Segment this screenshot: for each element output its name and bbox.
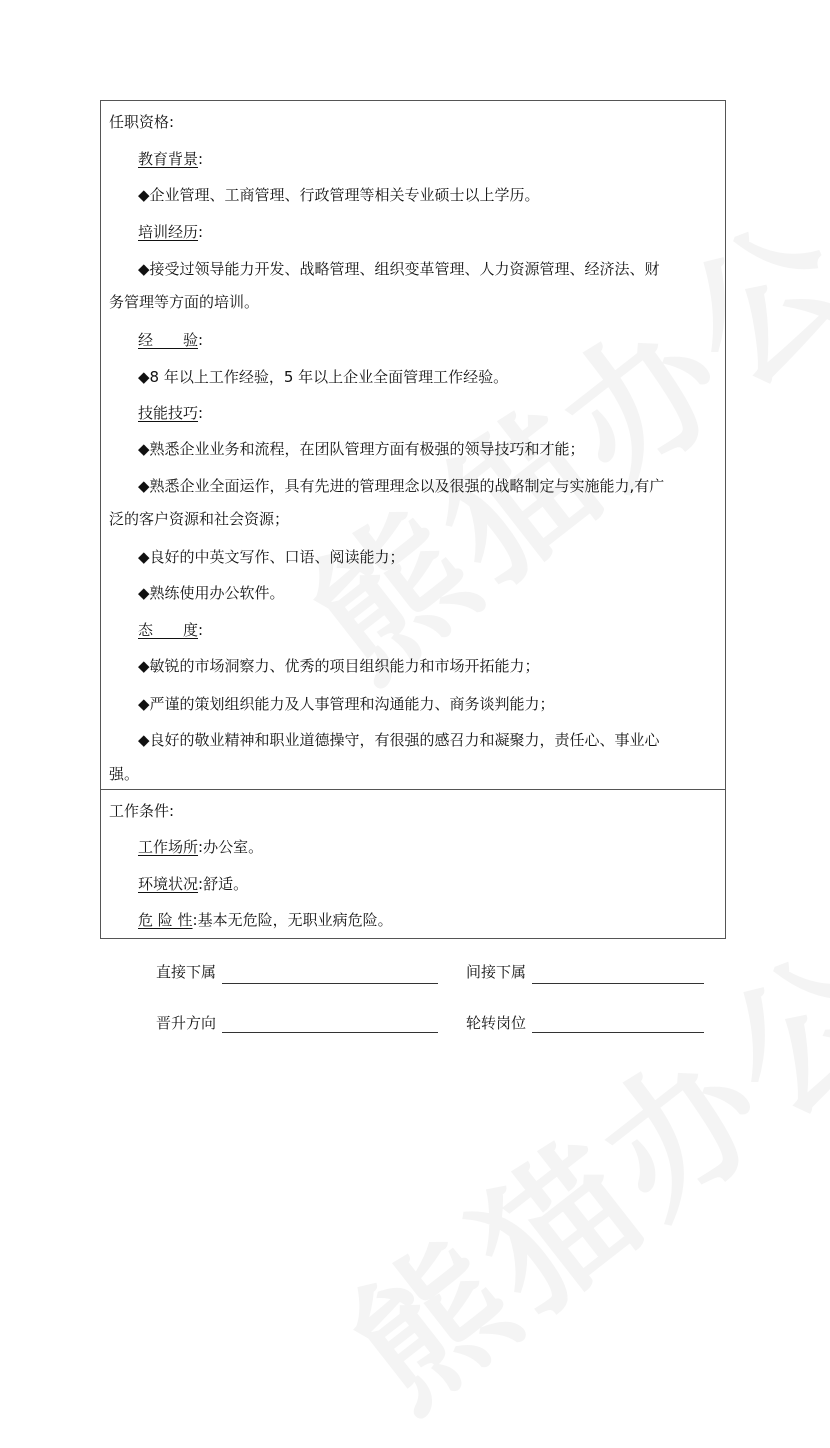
danger-value: :基本无危险，无职业病危险。: [192, 911, 393, 929]
experience-colon: :: [198, 331, 204, 349]
experience-heading: [138, 331, 203, 349]
education-colon: :: [198, 150, 204, 168]
attitude-label: 态 度: [138, 621, 199, 639]
danger-label: 危 险 性: [138, 911, 193, 929]
work-place-value: :办公室。: [198, 838, 264, 856]
indirect-subordinate-label: 间接下属: [466, 963, 527, 981]
watermark: [300, 888, 830, 1447]
environment-value: :舒适。: [198, 875, 249, 893]
conditions-title: 工作条件:: [109, 802, 175, 820]
attitude-item-3-line2: 强。: [109, 765, 140, 783]
training-colon: :: [198, 223, 204, 241]
attitude-item-2: ◆严谨的策划组织能力及人事管理和沟通能力、商务谈判能力；: [138, 695, 555, 713]
skills-item-2-line2: 泛的客户资源和社会资源；: [109, 510, 290, 528]
attitude-item-1: ◆敏锐的市场洞察力、优秀的项目组织能力和市场开拓能力；: [138, 657, 540, 675]
education-label: 教育背景: [138, 150, 199, 168]
direct-subordinate-field[interactable]: [222, 983, 438, 984]
training-item-line2: 务管理等方面的培训。: [109, 293, 260, 311]
training-heading: [138, 223, 203, 241]
conditions-section: [101, 789, 725, 939]
qualifications-section: [101, 101, 725, 790]
skills-colon: :: [198, 404, 204, 422]
indirect-subordinate-field[interactable]: [532, 983, 704, 984]
attitude-item-3-line1: ◆良好的敬业精神和职业道德操守，有很强的感召力和凝聚力，责任心、事业心: [138, 731, 660, 749]
environment: [138, 875, 248, 893]
job-description-table: [100, 100, 726, 939]
promotion-label: 晋升方向: [156, 1014, 217, 1032]
promotion-field[interactable]: [222, 1032, 438, 1033]
training-item-line1: ◆接受过领导能力开发、战略管理、组织变革管理、人力资源管理、经济法、财: [138, 260, 660, 278]
training-label: 培训经历: [138, 223, 199, 241]
skills-item-2-line1: ◆熟悉企业全面运作，具有先进的管理理念以及很强的战略制定与实施能力,有广: [138, 477, 665, 495]
work-place: [138, 838, 263, 856]
rotation-label: 轮转岗位: [466, 1014, 527, 1032]
skills-item-4: ◆熟练使用办公软件。: [138, 584, 285, 602]
skills-item-3: ◆良好的中英文写作、口语、阅读能力；: [138, 548, 405, 566]
work-place-label: 工作场所: [138, 838, 199, 856]
skills-item-1: ◆熟悉企业业务和流程，在团队管理方面有极强的领导技巧和才能；: [138, 440, 585, 458]
rotation-field[interactable]: [532, 1032, 704, 1033]
direct-subordinate-label: 直接下属: [156, 963, 217, 981]
education-item: ◆企业管理、工商管理、行政管理等相关专业硕士以上学历。: [138, 186, 540, 204]
experience-label: 经 验: [138, 331, 199, 349]
skills-heading: [138, 404, 203, 422]
environment-label: 环境状况: [138, 875, 199, 893]
experience-item: ◆8 年以上工作经验，5 年以上企业全面管理工作经验。: [138, 368, 509, 386]
danger: [138, 911, 393, 929]
education-heading: [138, 150, 203, 168]
skills-label: 技能技巧: [138, 404, 199, 422]
attitude-colon: :: [198, 621, 204, 639]
qualifications-title: 任职资格:: [109, 113, 175, 131]
attitude-heading: [138, 621, 203, 639]
